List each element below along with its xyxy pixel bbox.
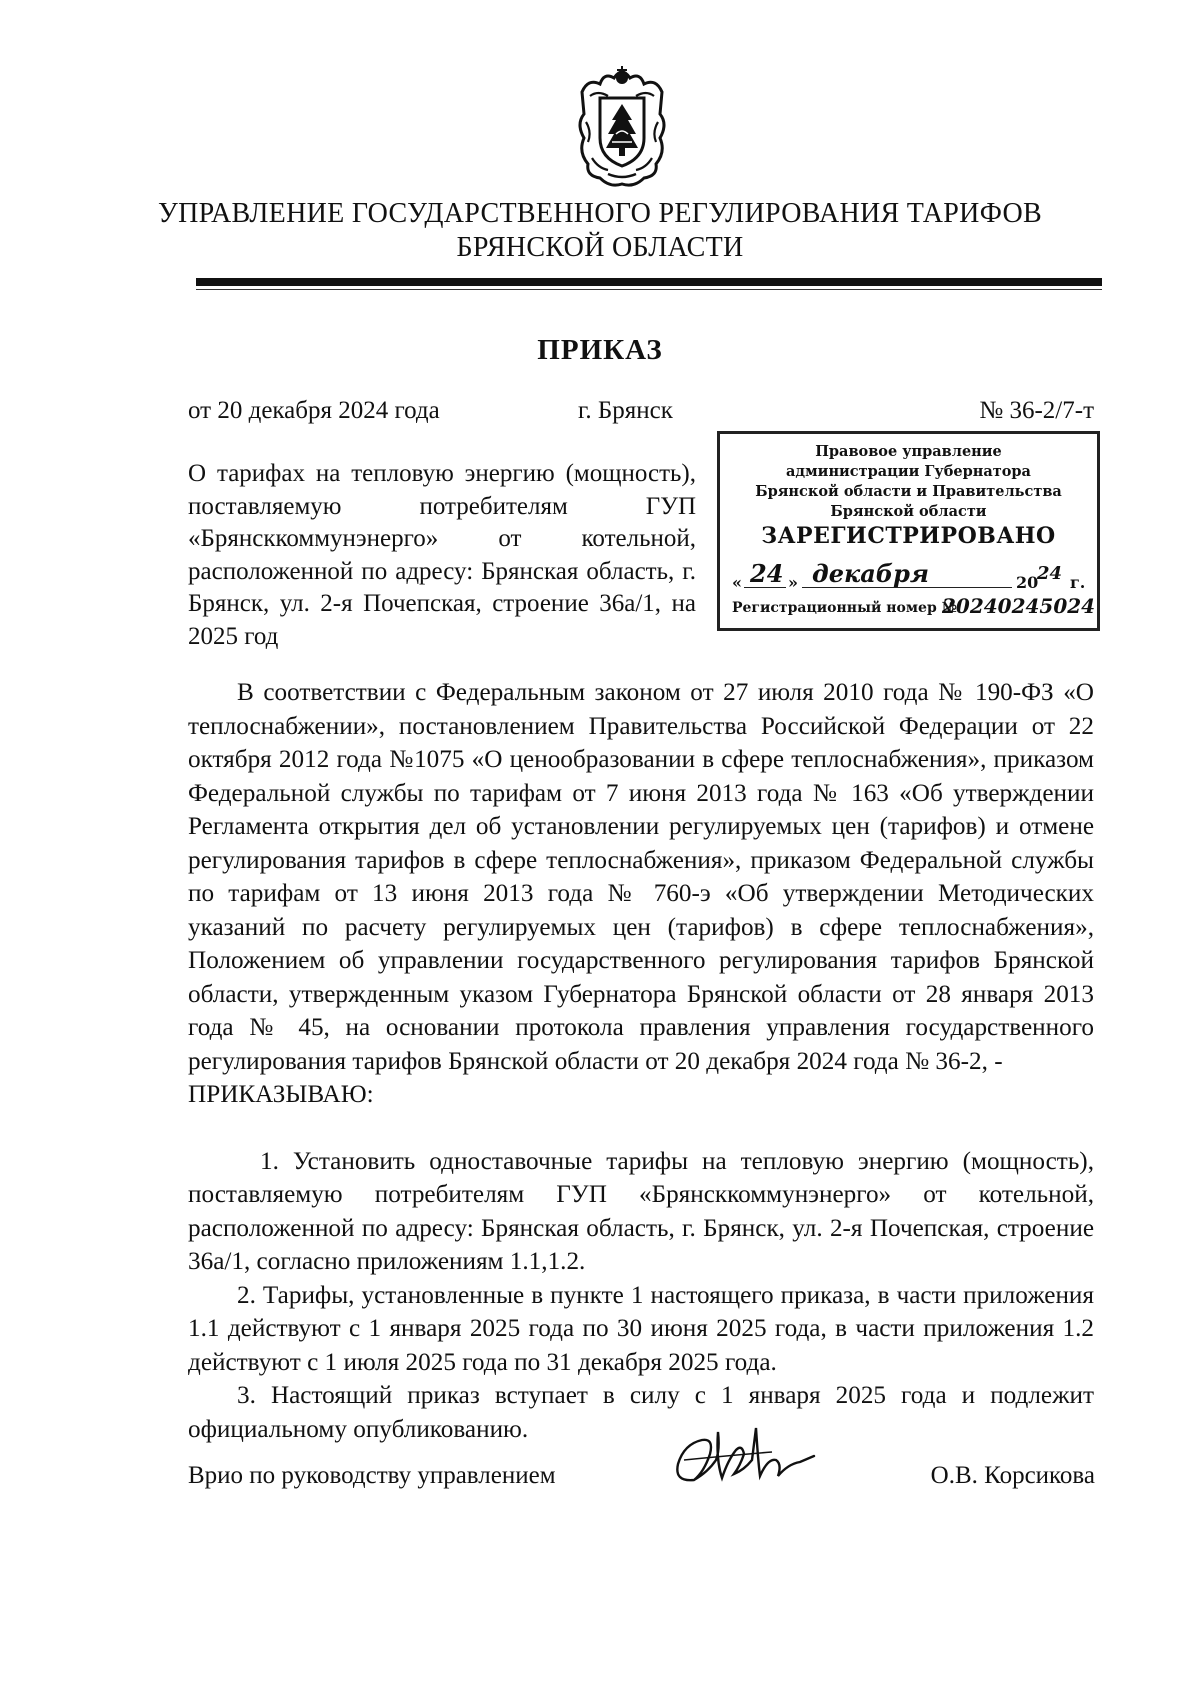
header-rule-thin [196,289,1102,290]
stamp-registered-label: ЗАРЕГИСТРИРОВАНО [761,523,1056,549]
stamp-reg-number-row [732,594,1096,618]
agency-name-line1: УПРАВЛЕНИЕ ГОСУДАРСТВЕННОГО РЕГУЛИРОВАНИЯ ТАРИФОВ [158,198,1042,229]
order-date: от 20 декабря 2024 года [188,397,440,424]
signer-name: О.В. Корсикова [930,1462,1095,1489]
order-body [188,676,1094,1446]
order-item-2: 2. Тарифы, установленные в пункте 1 настоящего приказа, в части приложения 1.1 действуют с 1 января 2025 года по 30 июня 2025 года, в части приложения 1.2 действуют с 1 июля 2025 года по 31 декабря 2025 года. [188,1281,1094,1376]
stamp-year-prefix: 20 [1016,573,1039,592]
preamble-text: В соответствии с Федеральным законом от 27 июля 2010 года № 190-ФЗ «О теплоснабжении», постановлением Правительства Российской Федерации от 22 октября 2012 года №1075 «О ценообразовании в сфере теплоснабжения», приказом Федеральной службы по тарифам от 7 июня 2013 года № 163 «Об утверждении Регламента открытия дел об установлении регулируемых цен (тарифов) и отмене регулирования тарифов в сфере теплоснабжения», приказом Федеральной службы по тарифам от 13 июня 2013 года № 760-э «Об утверждении Методических указаний по расчету регулируемых цен (тарифов) в сфере теплоснабжения», Положением об управлении государственного регулирования тарифов Брянской области, утвержденным указом Губернатора Брянской области от 28 января 2013 года № 45, на основании протокола правления управления государственного регулирования тарифов Брянской области от 20 декабря 2024 года № 36-2, - [188,679,1094,1075]
order-items [188,1145,1094,1447]
stamp-date-row: « 24 » декабря 20 24 г. [732,559,1086,592]
stamp-year-unit: г. [1070,573,1086,592]
order-preamble [188,676,1094,1112]
signer-position: Врио по руководству управлением [188,1462,556,1489]
stamp-org-line3: Брянской области и Правительства [755,483,1062,500]
stamp-year-suffix: 24 [1037,563,1063,584]
order-item-3: 3. Настоящий приказ вступает в силу с 1 января 2025 года и подлежит официальному опубликованию. [188,1382,1094,1443]
registration-stamp [717,431,1100,631]
stamp-reg-number: 20240245024 [942,594,1096,618]
stamp-reg-label: Регистрационный номер № [732,600,957,616]
agency-name-line2: БРЯНСКОЙ ОБЛАСТИ [456,232,744,263]
document-title: ПРИКАЗ [537,334,663,366]
order-city: г. Брянск [578,397,673,424]
order-directive: ПРИКАЗЫВАЮ: [188,1081,374,1108]
stamp-day: 24 [750,559,784,588]
stamp-month: декабря [812,559,929,588]
handwritten-signature [664,1420,834,1500]
stamp-org-line2: администрации Губернатора [786,463,1031,480]
coat-of-arms-emblem [568,62,676,190]
order-subject: О тарифах на тепловую энергию (мощность), поставляемую потребителям ГУП «Брянсккоммунэнерго» от котельной, расположенной по адресу: Брянская область, г. Брянск, ул. 2-я Почепская, строение 36а/1, на 2025 год [188,460,696,650]
order-number: № 36-2/7-т [979,397,1094,424]
stamp-org-line1: Правовое управление [815,443,1002,460]
order-item-1: 1. Установить одноставочные тарифы на тепловую энергию (мощность), поставляемую потребителям ГУП «Брянсккоммунэнерго» от котельной, расположенной по адресу: Брянская область, г. Брянск, ул. 2-я Почепская, строение 36а/1, согласно приложениям 1.1,1.2. [188,1147,1094,1275]
header-rule [196,278,1102,286]
stamp-org-line4: Брянской области [830,503,987,520]
